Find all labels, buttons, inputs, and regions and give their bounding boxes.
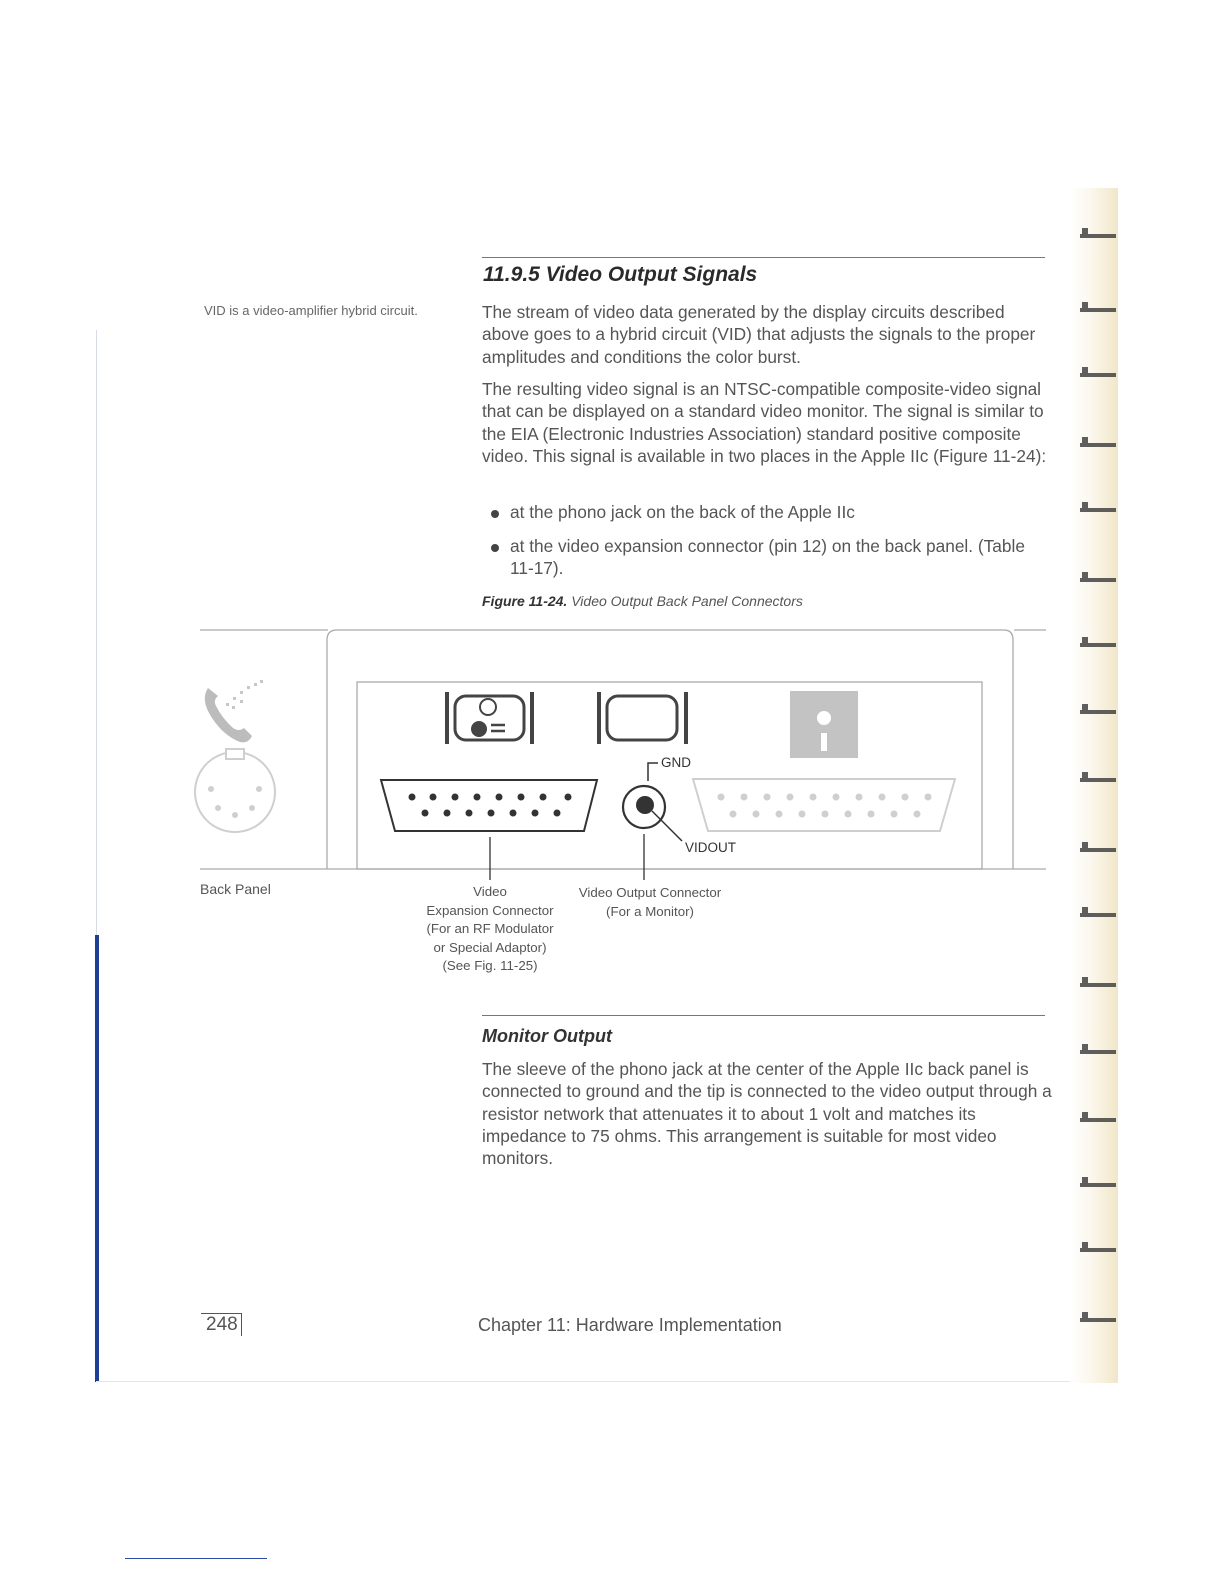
margin-note: VID is a video-amplifier hybrid circuit.: [204, 303, 418, 318]
binding-spine: [95, 935, 99, 1382]
label-line: Video: [473, 884, 507, 899]
paragraph-1: The stream of video data generated by the display circuits described above goes to a hybrid circuit (VID) that adjusts the signals to the proper amplitudes and conditions the color burst.: [482, 302, 1036, 367]
list-item-text: at the phono jack on the back of the Apple IIc: [510, 502, 855, 522]
label-line: Video Output Connector: [578, 885, 722, 900]
stray-scan-line: [125, 1558, 267, 1559]
back-panel-figure: [190, 620, 1060, 880]
gnd-label: GND: [661, 755, 691, 770]
figure-caption-text: Video Output Back Panel Connectors: [571, 593, 803, 609]
monitor-icon: [597, 692, 688, 744]
section-title: 11.9.5 Video Output Signals: [483, 263, 758, 286]
section-rule: [482, 257, 1045, 258]
serial-port-connector: [195, 749, 275, 832]
page-edge-line: [96, 330, 97, 935]
list-item-text: at the video expansion connector (pin 12) on the back panel. (Table 11-17).: [510, 536, 1025, 579]
figure-caption-label: Figure 11-24.: [482, 593, 568, 609]
disk-drive-icon: [790, 691, 858, 758]
video-output-phono-jack: [623, 763, 682, 880]
paragraph-2: The resulting video signal is an NTSC-compatible composite-video signal that can be displayed on a standard video monitor. The signal is similar to the EIA (Electronic Industries Association) standard positive composite video. This signal is available in two places in the Apple IIc (Figure 11-24):: [482, 379, 1047, 466]
disk-drive-connector: [693, 779, 955, 831]
expansion-connector-label: [400, 883, 580, 976]
label-line: Expansion Connector: [426, 902, 554, 918]
video-expansion-connector: [381, 780, 597, 880]
label-line: (See Fig. 11-25): [442, 958, 538, 973]
list-item: [491, 501, 1051, 523]
paragraph-3: The sleeve of the phono jack at the center of the Apple IIc back panel is connected to ground and the tip is connected to the video output through a resistor network that attenuates it to about 1 volt and matches its impedance to 75 ohms. This arrangement is suitable for most video monitors.: [482, 1059, 1052, 1169]
chapter-footer: Chapter 11: Hardware Implementation: [478, 1315, 782, 1335]
label-line: (For a Monitor): [606, 903, 694, 919]
label-line: (For an RF Modulator: [426, 921, 554, 936]
bullet-dot: [491, 510, 499, 518]
page-bottom-edge: [96, 1381, 1116, 1382]
label-line: or Special Adaptor): [433, 939, 547, 955]
list-item: [491, 535, 1051, 580]
phone-icon: [205, 680, 263, 742]
figure-caption: [482, 593, 803, 609]
vidout-label: VIDOUT: [685, 840, 737, 855]
back-panel-label: Back Panel: [200, 881, 271, 897]
page-number: 248: [201, 1313, 242, 1336]
page-tab-edge: [1070, 188, 1118, 1383]
section-tabs-graphic: [1070, 188, 1118, 1383]
video-output-connector-label: [560, 884, 740, 921]
bullet-dot: [491, 544, 499, 552]
subsection-rule: [482, 1015, 1045, 1016]
tv-icon: [445, 692, 534, 744]
subsection-title: Monitor Output: [482, 1026, 612, 1046]
